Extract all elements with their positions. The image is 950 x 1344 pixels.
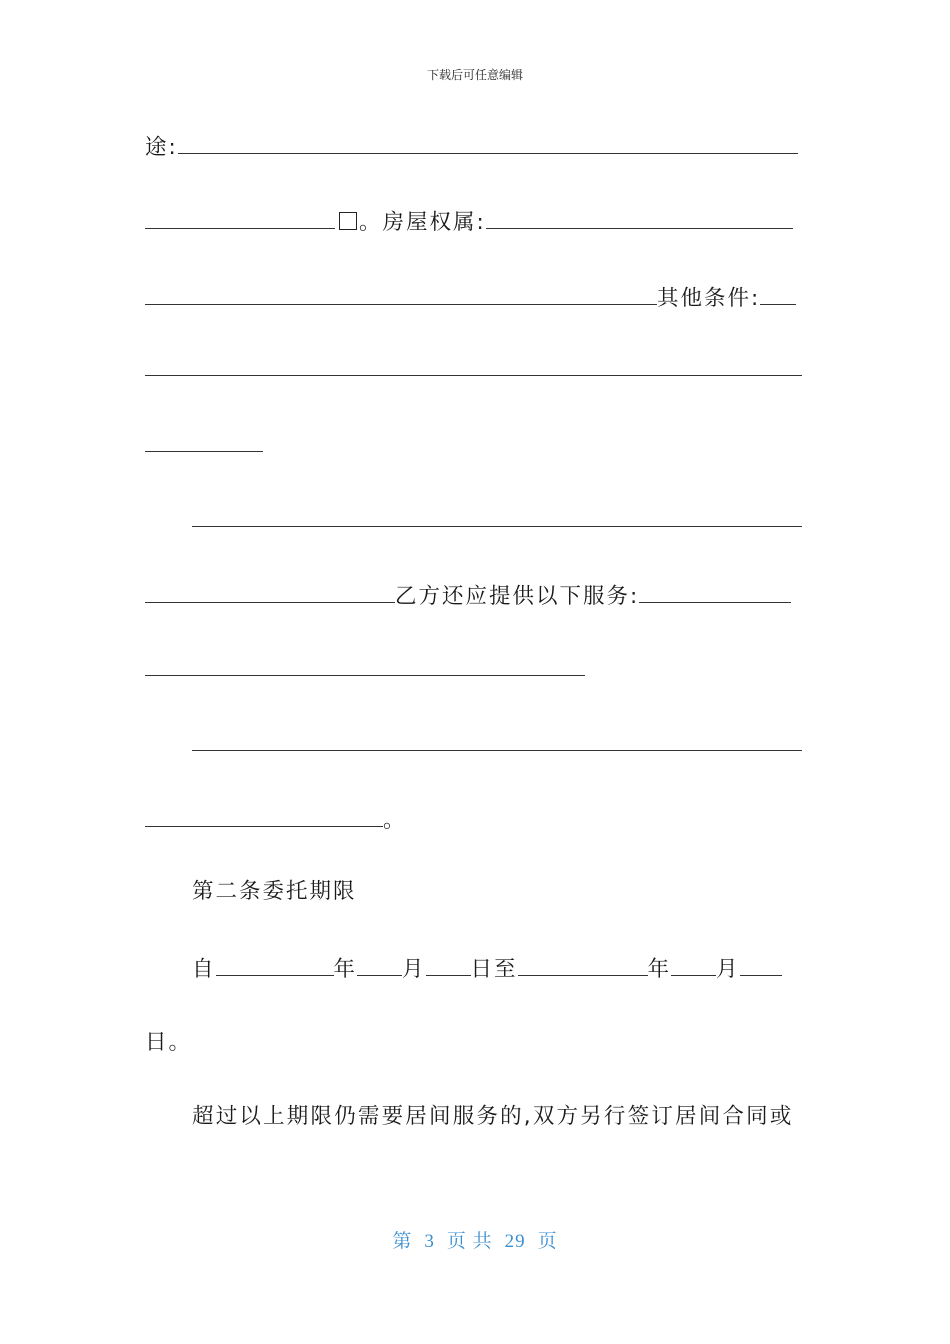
line-other-conditions bbox=[145, 284, 796, 312]
end-year-blank[interactable] bbox=[518, 955, 648, 976]
ownership-label: 。房屋权属: bbox=[359, 210, 486, 235]
article-2-title bbox=[192, 878, 357, 906]
other-pre-blank[interactable] bbox=[145, 284, 657, 305]
article-2-title-text: 第二条委托期限 bbox=[192, 879, 357, 904]
year-label: 年 bbox=[333, 957, 358, 982]
period-mark: 。 bbox=[383, 808, 407, 833]
short-blank[interactable] bbox=[145, 431, 263, 452]
ownership-pre-blank[interactable] bbox=[145, 208, 335, 229]
start-month-blank[interactable] bbox=[357, 955, 402, 976]
overtime-paragraph bbox=[192, 1103, 794, 1131]
start-day-blank[interactable] bbox=[426, 955, 471, 976]
checkbox-icon[interactable] bbox=[339, 212, 357, 230]
month-label: 月 bbox=[402, 957, 426, 982]
footer-middle: 页 共 bbox=[446, 1231, 493, 1252]
page-footer bbox=[0, 1226, 950, 1253]
line-blank-5 bbox=[145, 431, 263, 459]
line-date-end bbox=[145, 1029, 192, 1057]
services-blank[interactable] bbox=[639, 582, 791, 603]
line-date-range bbox=[192, 955, 782, 983]
indented-blank[interactable] bbox=[192, 730, 802, 751]
line-blank-6 bbox=[192, 506, 802, 534]
footer-page-number: 3 bbox=[424, 1231, 435, 1252]
month-label: 月 bbox=[716, 957, 740, 982]
line-services bbox=[145, 582, 791, 610]
services-label: 乙方还应提供以下服务: bbox=[395, 584, 640, 609]
date-end-text: 日。 bbox=[145, 1030, 193, 1055]
end-day-blank[interactable] bbox=[740, 955, 782, 976]
day-to-label: 日至 bbox=[470, 957, 518, 982]
indented-blank[interactable] bbox=[192, 506, 802, 527]
footer-prefix: 第 bbox=[392, 1231, 413, 1252]
use-label: 途: bbox=[145, 135, 178, 160]
start-year-blank[interactable] bbox=[216, 955, 334, 976]
date-from-label: 自 bbox=[192, 957, 216, 982]
other-conditions-label: 其他条件: bbox=[657, 286, 761, 311]
end-month-blank[interactable] bbox=[671, 955, 716, 976]
services-pre-blank[interactable] bbox=[145, 582, 395, 603]
line-blank-8 bbox=[145, 655, 585, 683]
use-blank[interactable] bbox=[178, 133, 798, 154]
footer-suffix: 页 bbox=[537, 1231, 558, 1252]
medium-blank[interactable] bbox=[145, 655, 585, 676]
line-blank-4 bbox=[145, 355, 802, 383]
line-ownership bbox=[145, 208, 793, 236]
ownership-blank[interactable] bbox=[486, 208, 793, 229]
overtime-text: 超过以上期限仍需要居间服务的,双方另行签订居间合同或 bbox=[192, 1104, 794, 1129]
line-blank-9 bbox=[192, 730, 802, 758]
full-blank[interactable] bbox=[145, 355, 802, 376]
line-use bbox=[145, 133, 798, 161]
line-blank-10 bbox=[145, 806, 407, 834]
end-blank[interactable] bbox=[145, 806, 383, 827]
page-header: 下载后可任意编辑 bbox=[426, 68, 523, 82]
year-label: 年 bbox=[647, 957, 672, 982]
other-conditions-blank[interactable] bbox=[760, 284, 796, 305]
footer-total-pages: 29 bbox=[504, 1231, 526, 1252]
